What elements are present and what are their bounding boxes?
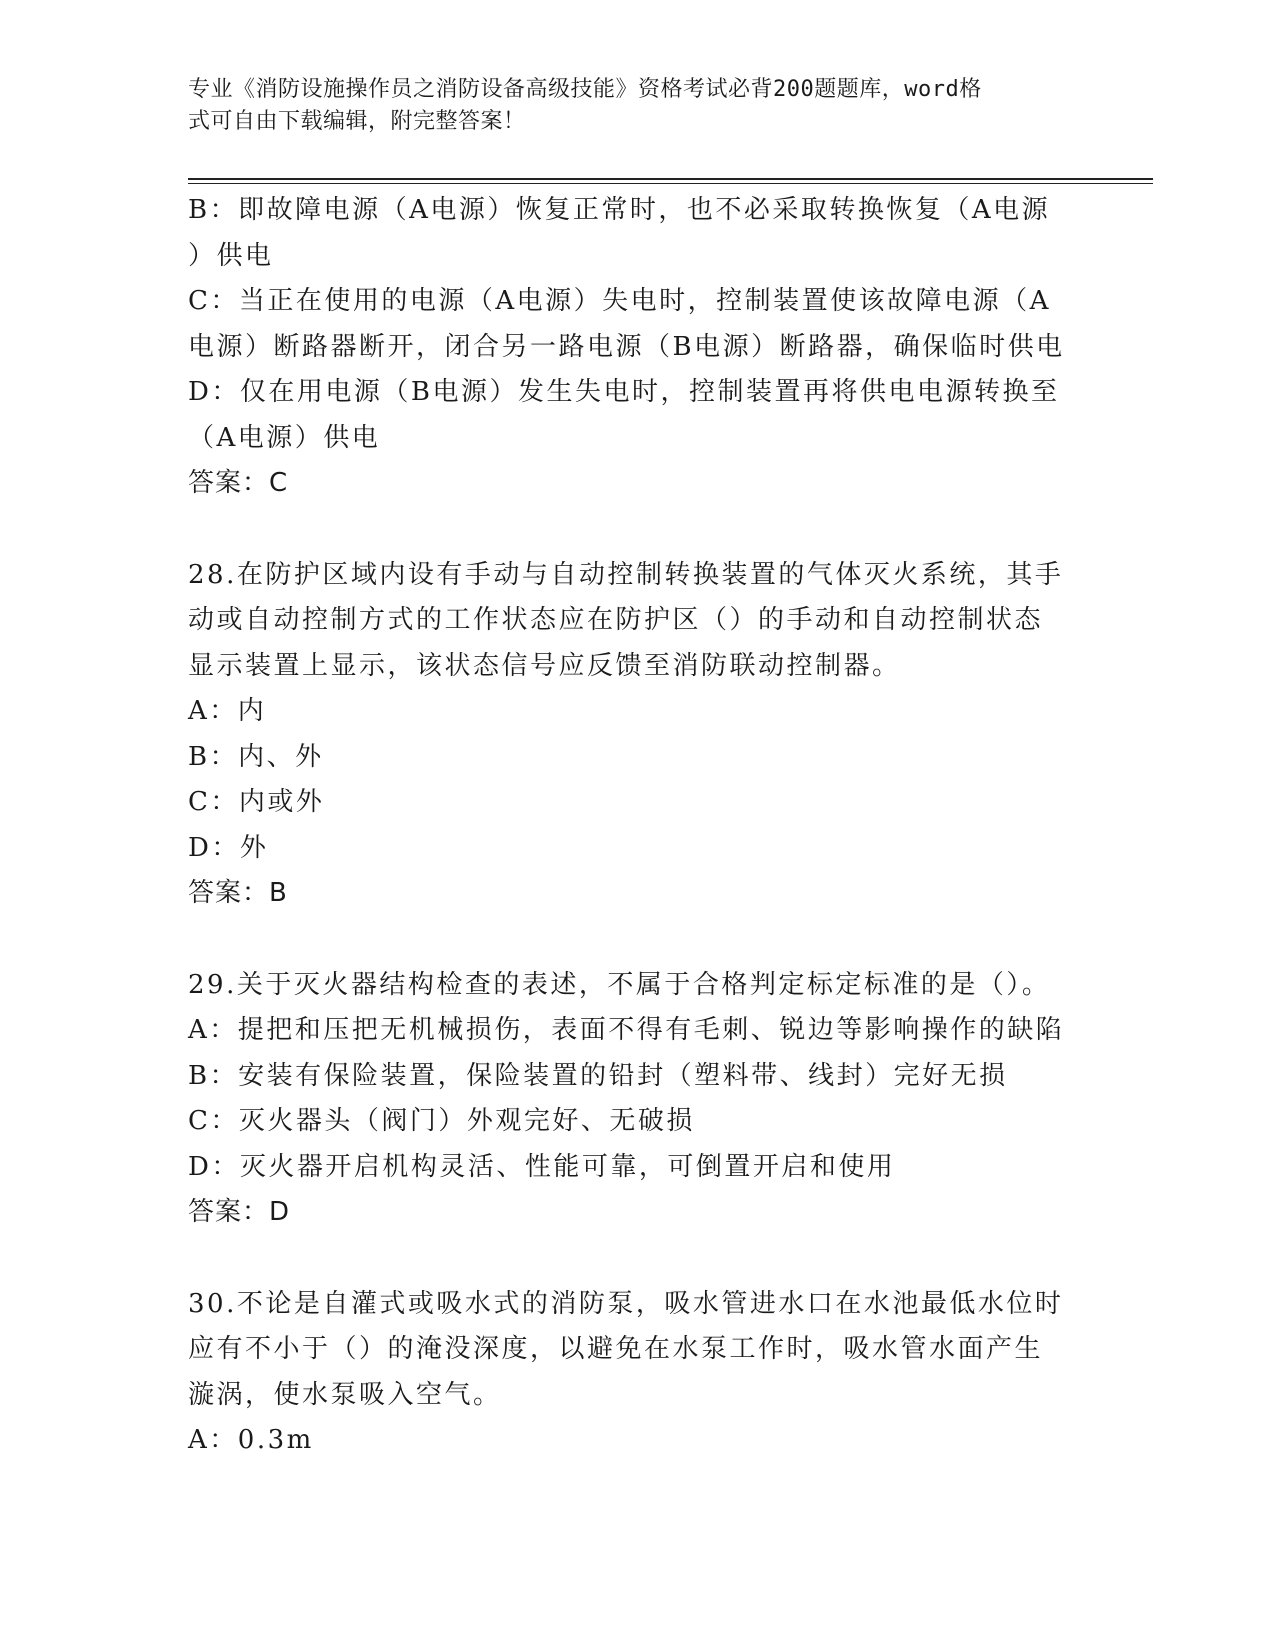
- question-29: [188, 963, 1083, 1236]
- option-a: A：内: [188, 696, 267, 726]
- answer-28: 答案：B: [188, 878, 288, 908]
- question-30-line-2: 应有不小于（）的淹没深度，以避免在水泵工作时，吸水管水面产生: [188, 1334, 1044, 1364]
- header-rule-thick: [188, 178, 1153, 180]
- spacer: [188, 1236, 1083, 1282]
- option-b-line-1: B：即故障电源（A电源）恢复正常时，也不必采取转换恢复（A电源: [188, 195, 1051, 225]
- option-c: C：灭火器头（阀门）外观完好、无破损: [188, 1106, 695, 1136]
- spacer: [188, 917, 1083, 963]
- option-b-line-2: ）供电: [188, 240, 274, 271]
- spacer: [188, 507, 1083, 553]
- question-30: [188, 1282, 1083, 1464]
- header-line-2: 式可自由下载编辑，附完整答案！: [188, 109, 526, 134]
- question-27-tail: [188, 188, 1083, 507]
- option-a: A：0.3m: [188, 1425, 314, 1455]
- option-c-line-1: C：当正在使用的电源（A电源）失电时，控制装置使该故障电源（A: [188, 286, 1051, 316]
- document-header: [188, 74, 1068, 138]
- header-rule-thin: [188, 183, 1153, 184]
- question-29-line-1: 29.关于灭火器结构检查的表述，不属于合格判定标定标准的是（）。: [188, 969, 1051, 1000]
- option-b: B：内、外: [188, 741, 324, 772]
- question-28-line-1: 28.在防护区域内设有手动与自动控制转换装置的气体灭火系统，其手: [188, 559, 1064, 590]
- option-d-line-2: （A电源）供电: [188, 422, 381, 453]
- header-line-1: 专业《消防设施操作员之消防设备高级技能》资格考试必背200题题库，word格: [188, 77, 982, 102]
- option-d: D：灭火器开启机构灵活、性能可靠，可倒置开启和使用: [188, 1151, 896, 1182]
- option-d-line-1: D：仅在用电源（B电源）发生失电时，控制装置再将供电电源转换至: [188, 377, 1060, 407]
- question-28-line-3: 显示装置上显示，该状态信号应反馈至消防联动控制器。: [188, 650, 901, 681]
- question-content: [188, 188, 1083, 1464]
- option-c: C：内或外: [188, 787, 325, 817]
- answer-29: 答案：D: [188, 1197, 291, 1227]
- option-b: B：安装有保险装置，保险装置的铅封（塑料带、线封）完好无损: [188, 1060, 1008, 1091]
- option-a: A：提把和压把无机械损伤，表面不得有毛刺、锐边等影响操作的缺陷: [188, 1015, 1065, 1045]
- question-30-line-1: 30.不论是自灌式或吸水式的消防泵，吸水管进水口在水池最低水位时: [188, 1288, 1064, 1319]
- answer-27: 答案：C: [188, 468, 289, 498]
- option-c-line-2: 电源）断路器断开，闭合另一路电源（B电源）断路器，确保临时供电: [188, 331, 1065, 362]
- option-d: D：外: [188, 832, 269, 863]
- question-28-line-2: 动或自动控制方式的工作状态应在防护区（）的手动和自动控制状态: [188, 605, 1044, 635]
- question-28: [188, 553, 1083, 917]
- question-30-line-3: 漩涡，使水泵吸入空气。: [188, 1379, 502, 1410]
